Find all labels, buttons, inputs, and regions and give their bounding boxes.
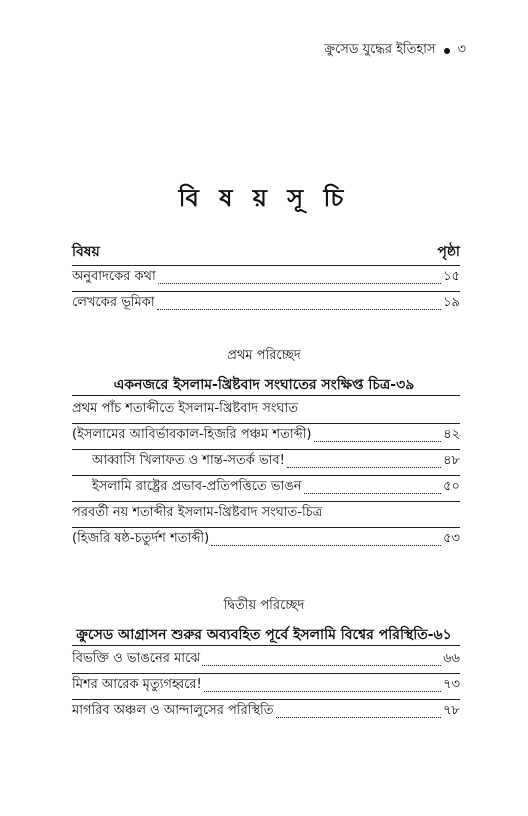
running-header: [324, 40, 466, 61]
toc-entry-page: ৪২: [443, 427, 460, 442]
divider: [72, 673, 460, 674]
column-page: পৃষ্ঠা: [437, 244, 460, 260]
page-number: ৩: [457, 42, 466, 57]
divider: [72, 699, 460, 700]
toc-entry: [72, 400, 460, 420]
divider: [72, 395, 460, 396]
dot-leader: [202, 664, 441, 666]
chapter-1-label: প্রথম পরিচ্ছেদ: [227, 348, 301, 363]
running-title: ক্রুসেড যুদ্ধের ইতিহাস: [324, 42, 436, 57]
toc-entry[interactable]: [72, 650, 460, 670]
toc-entry-text: মিশর আরেক মৃত্যুগহ্বরে!: [72, 677, 202, 692]
toc-entry-text: বিভক্তি ও ভাঙনের মাঝে: [72, 651, 201, 666]
toc-entry[interactable]: [72, 530, 460, 550]
toc-entry-text: লেখকের ভূমিকা: [72, 295, 155, 310]
toc-entry: [72, 504, 460, 524]
toc-title: বি ষ য় সূ চি: [178, 184, 350, 212]
dot-leader: [304, 492, 442, 494]
dot-leader: [204, 690, 441, 692]
toc-subentry[interactable]: [92, 478, 460, 498]
divider: [72, 645, 460, 646]
toc-entry[interactable]: [72, 268, 460, 288]
toc-entry-page: ৪৮: [443, 453, 460, 468]
dot-leader: [276, 716, 442, 718]
toc-entry-text: (ইসলামের আবির্ভাবকাল-হিজরি পঞ্চম শতাব্দী): [72, 427, 312, 442]
toc-entry-page: ৭৮: [443, 703, 460, 718]
column-subject: বিষয়: [72, 244, 100, 260]
toc-entry[interactable]: [72, 294, 460, 314]
toc-entry-text: পরবর্তী নয় শতাব্দীর ইসলাম-খ্রিষ্টবাদ সংঘাত-চিত্র: [72, 505, 323, 520]
toc-entry[interactable]: [72, 702, 460, 722]
bullet-dot-icon: [444, 48, 450, 54]
divider: [72, 449, 460, 450]
toc-entry-page: ৭৩: [443, 677, 460, 692]
toc-entry-text: আব্বাসি খিলাফত ও শান্ত-সতর্ক ভাব!: [92, 453, 285, 468]
toc-column-headings: [72, 240, 460, 264]
chapter-2-heading[interactable]: ক্রুসেড আগ্রাসন শুরুর অব্যবহিত পূর্বে ইসলামি বিশ্বের পরিস্থিতি-৬১: [76, 627, 452, 643]
divider: [72, 501, 460, 502]
toc-subentry[interactable]: [92, 452, 460, 472]
chapter-2-label: দ্বিতীয় পরিচ্ছেদ: [223, 598, 305, 613]
toc-entry-page: ৫৩: [443, 531, 460, 546]
dot-leader: [314, 440, 442, 442]
toc-entry[interactable]: [72, 676, 460, 696]
toc-entry-text: অনুবাদকের কথা: [72, 269, 156, 284]
dot-leader: [211, 544, 441, 546]
divider: [72, 291, 460, 292]
toc-entry-page: ৬৬: [443, 651, 460, 666]
toc-entry[interactable]: [72, 426, 460, 446]
toc-entry-text: প্রথম পাঁচ শতাব্দীতে ইসলাম-খ্রিষ্টবাদ সংঘাত: [72, 401, 298, 416]
divider: [72, 475, 460, 476]
dot-leader: [287, 466, 441, 468]
toc-entry-page: ১৯: [443, 295, 460, 310]
toc-entry-page: ৫০: [443, 479, 460, 494]
divider: [72, 423, 460, 424]
toc-entry-text: (হিজরি ষষ্ঠ-চতুর্দশ শতাব্দী): [72, 531, 210, 546]
toc-entry-text: ইসলামি রাষ্ট্রের প্রভাব-প্রতিপত্তিতে ভাঙন: [92, 479, 302, 494]
dot-leader: [158, 282, 441, 284]
toc-entry-page: ১৫: [443, 269, 460, 284]
chapter-1-heading[interactable]: একনজরে ইসলাম-খ্রিষ্টবাদ সংঘাতের সংক্ষিপ্ত চিত্র-৩৯: [113, 377, 415, 393]
dot-leader: [157, 308, 442, 310]
divider: [72, 265, 460, 266]
toc-entry-text: মাগরিব অঞ্চল ও আন্দালুসের পরিস্থিতি: [72, 703, 274, 718]
divider: [72, 527, 460, 528]
